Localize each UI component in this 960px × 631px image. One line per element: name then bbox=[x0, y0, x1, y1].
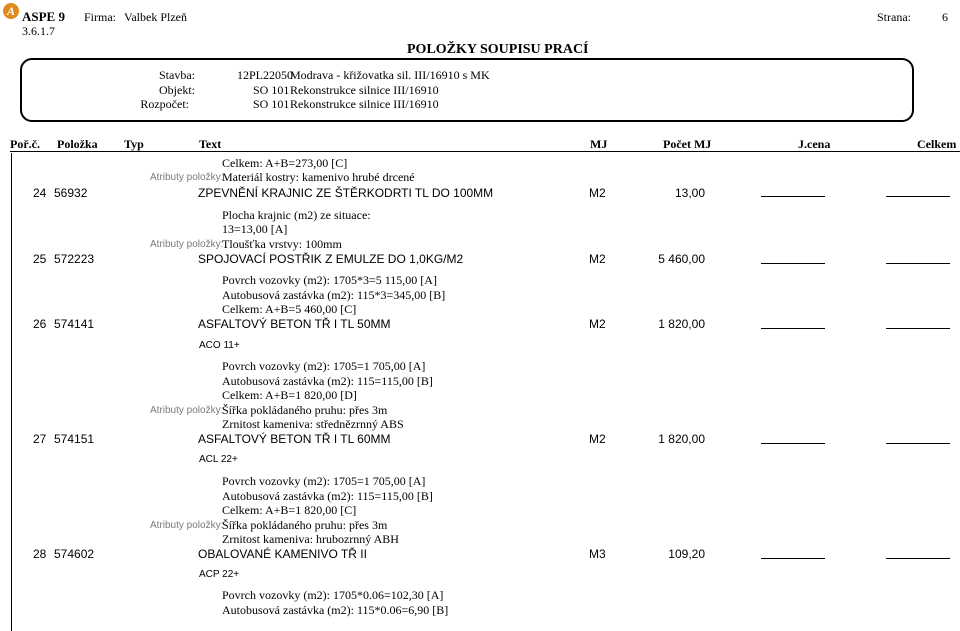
detail-line: Celkem: A+B=1 820,00 [C] bbox=[222, 503, 357, 517]
total-field[interactable] bbox=[886, 443, 950, 444]
stavba-name: Modrava - křižovatka sil. III/16910 s MK bbox=[290, 68, 490, 82]
attr-label: Atributy položky: bbox=[150, 520, 224, 531]
item-qty: 5 460,00 bbox=[658, 252, 705, 266]
item-text: ASFALTOVÝ BETON TŘ I TL 50MM bbox=[198, 317, 391, 331]
item-code: 574151 bbox=[54, 432, 95, 446]
col-text: Text bbox=[199, 137, 222, 151]
unit-price-field[interactable] bbox=[761, 263, 825, 264]
detail-line: Autobusová zastávka (m2): 115=115,00 [B] bbox=[222, 374, 433, 388]
item-no: 28 bbox=[33, 547, 47, 561]
item-mj: M2 bbox=[589, 252, 606, 266]
detail-line: Autobusová zastávka (m2): 115=115,00 [B] bbox=[222, 489, 433, 503]
attr-label: Atributy položky: bbox=[150, 172, 224, 183]
strana-value: 6 bbox=[942, 10, 948, 24]
item-qty: 13,00 bbox=[674, 186, 705, 200]
detail-line: Šířka pokládaného pruhu: přes 3m bbox=[222, 518, 388, 532]
item-subtype: ACP 22+ bbox=[199, 569, 240, 580]
col-mj: MJ bbox=[590, 137, 608, 151]
total-field[interactable] bbox=[886, 196, 950, 197]
stavba-code: 12PL22050 bbox=[237, 68, 294, 82]
objekt-name: Rekonstrukce silnice III/16910 bbox=[290, 83, 439, 97]
total-field[interactable] bbox=[886, 263, 950, 264]
item-mj: M3 bbox=[589, 547, 606, 561]
detail-line: Celkem: A+B=273,00 [C] bbox=[222, 156, 348, 170]
header-divider bbox=[10, 151, 960, 152]
detail-line: Povrch vozovky (m2): 1705*0.06=102,30 [A] bbox=[222, 588, 444, 602]
detail-line: Povrch vozovky (m2): 1705*3=5 115,00 [A] bbox=[222, 273, 437, 287]
detail-line: Povrch vozovky (m2): 1705=1 705,00 [A] bbox=[222, 359, 426, 373]
col-celkem: Celkem bbox=[917, 137, 957, 151]
objekt-label: Objekt: bbox=[159, 83, 195, 97]
item-mj: M2 bbox=[589, 186, 606, 200]
total-field[interactable] bbox=[886, 328, 950, 329]
total-field[interactable] bbox=[886, 558, 950, 559]
item-no: 26 bbox=[33, 317, 47, 331]
detail-line: Zrnitost kameniva: hrubozrnný ABH bbox=[222, 532, 399, 546]
item-no: 24 bbox=[33, 186, 47, 200]
detail-line: Celkem: A+B=1 820,00 [D] bbox=[222, 388, 357, 402]
detail-line: Autobusová zastávka (m2): 115*0.06=6,90 [B] bbox=[222, 603, 449, 617]
detail-line: 13=13,00 [A] bbox=[222, 222, 288, 236]
attr-label: Atributy položky: bbox=[150, 239, 224, 250]
attr-label: Atributy položky: bbox=[150, 405, 224, 416]
detail-line: Materiál kostry: kamenivo hrubé drcené bbox=[222, 170, 415, 184]
item-text: SPOJOVACÍ POSTŘIK Z EMULZE DO 1,0KG/M2 bbox=[198, 252, 464, 266]
rozpocet-label: Rozpočet: bbox=[140, 97, 189, 111]
rozpocet-code: SO 101 bbox=[253, 97, 290, 111]
firma-label: Firma: bbox=[84, 10, 116, 24]
item-subtype: ACO 11+ bbox=[199, 340, 240, 351]
detail-line: Celkem: A+B=5 460,00 [C] bbox=[222, 302, 357, 316]
col-pocet: Počet MJ bbox=[663, 137, 712, 151]
item-no: 27 bbox=[33, 432, 47, 446]
detail-line: Šířka pokládaného pruhu: přes 3m bbox=[222, 403, 388, 417]
detail-line: Zrnitost kameniva: střednězrnný ABS bbox=[222, 417, 404, 431]
page-title: POLOŽKY SOUPISU PRACÍ bbox=[407, 42, 589, 57]
detail-line: Autobusová zastávka (m2): 115*3=345,00 [B] bbox=[222, 288, 446, 302]
detail-line: Plocha krajnic (m2) ze situace: bbox=[222, 208, 371, 222]
aspe-logo-icon: A bbox=[3, 3, 19, 19]
strana-label: Strana: bbox=[877, 10, 911, 24]
unit-price-field[interactable] bbox=[761, 558, 825, 559]
objekt-code: SO 101 bbox=[253, 83, 290, 97]
item-mj: M2 bbox=[589, 432, 606, 446]
item-text: ASFALTOVÝ BETON TŘ I TL 60MM bbox=[198, 432, 391, 446]
rozpocet-name: Rekonstrukce silnice III/16910 bbox=[290, 97, 439, 111]
item-text: ZPEVNĚNÍ KRAJNIC ZE ŠTĚRKODRTI TL DO 100MM bbox=[198, 186, 494, 200]
item-no: 25 bbox=[33, 252, 47, 266]
col-polozka: Položka bbox=[57, 137, 98, 151]
app-name: ASPE 9 bbox=[22, 9, 65, 24]
item-mj: M2 bbox=[589, 317, 606, 331]
item-subtype: ACL 22+ bbox=[199, 454, 238, 465]
item-code: 574602 bbox=[54, 547, 95, 561]
left-margin-line bbox=[11, 153, 12, 631]
detail-line: Povrch vozovky (m2): 1705=1 705,00 [A] bbox=[222, 474, 426, 488]
detail-line: Tloušťka vrstvy: 100mm bbox=[222, 237, 342, 251]
item-code: 574141 bbox=[54, 317, 95, 331]
firma-value: Valbek Plzeň bbox=[124, 10, 187, 24]
unit-price-field[interactable] bbox=[761, 328, 825, 329]
item-text: OBALOVANÉ KAMENIVO TŘ II bbox=[198, 547, 367, 561]
item-qty: 1 820,00 bbox=[658, 317, 705, 331]
col-typ: Typ bbox=[124, 137, 144, 151]
item-code: 56932 bbox=[54, 186, 88, 200]
unit-price-field[interactable] bbox=[761, 196, 825, 197]
item-qty: 109,20 bbox=[668, 547, 705, 561]
stavba-label: Stavba: bbox=[159, 68, 195, 82]
item-code: 572223 bbox=[54, 252, 95, 266]
app-version: 3.6.1.7 bbox=[22, 24, 55, 38]
col-cena: J.cena bbox=[798, 137, 831, 151]
col-poradi: Poř.č. bbox=[10, 137, 40, 151]
item-qty: 1 820,00 bbox=[658, 432, 705, 446]
unit-price-field[interactable] bbox=[761, 443, 825, 444]
